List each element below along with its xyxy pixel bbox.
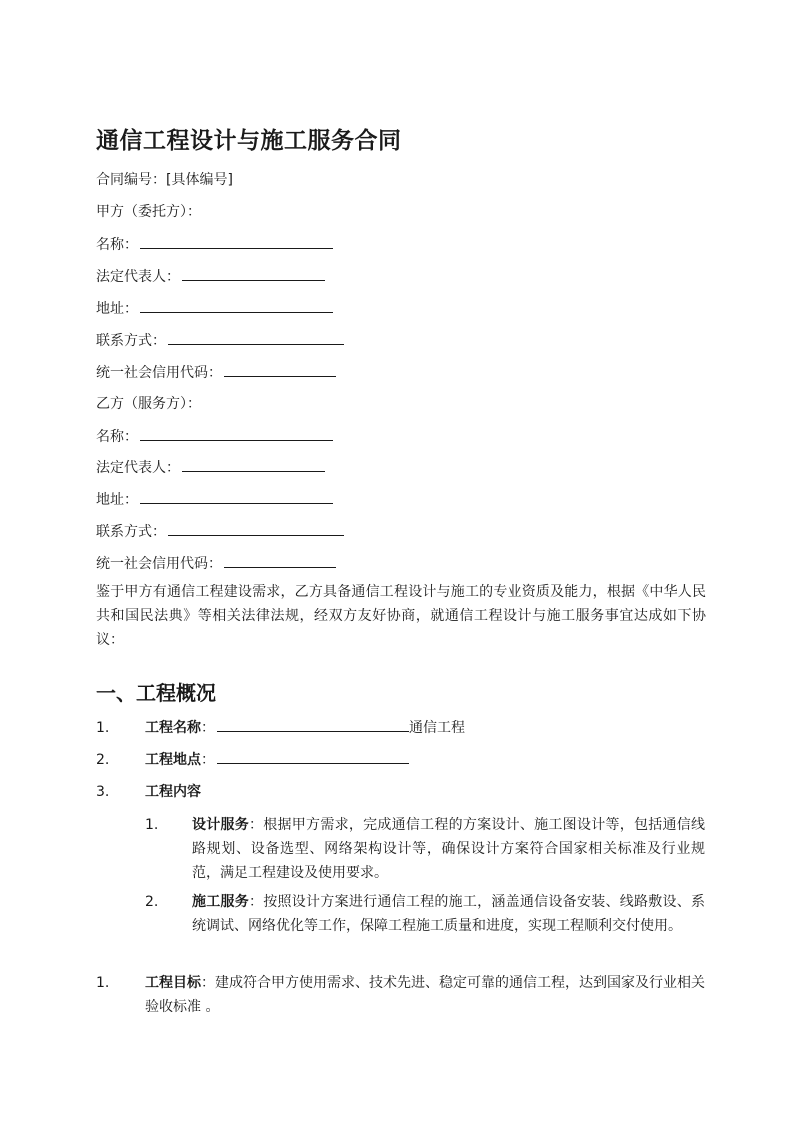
- party-b-contact-label: 联系方式：: [96, 524, 166, 540]
- construction-service-label: 施工服务: [192, 894, 250, 910]
- party-a-name-row: [96, 234, 333, 254]
- item-number: 1.: [96, 975, 110, 991]
- party-a-address-row: [96, 298, 333, 318]
- party-a-contact-blank[interactable]: [168, 330, 344, 345]
- project-name-colon: ：: [201, 720, 215, 736]
- contract-number-label: 合同编号：: [96, 172, 166, 188]
- party-b-name-label: 名称：: [96, 429, 138, 445]
- construction-service-text: ：按照设计方案进行通信工程的施工，涵盖通信设备安装、线路敷设、系统调试、网络优化等工作，保障工程施工质量和进度，实现工程顺利交付使用。: [192, 894, 706, 934]
- project-name-label: 工程名称: [145, 720, 201, 736]
- design-service-label: 设计服务: [192, 817, 250, 833]
- party-b-credit-blank[interactable]: [224, 553, 336, 568]
- party-b-rep-label: 法定代表人：: [96, 460, 180, 476]
- party-b-rep-row: [96, 457, 325, 477]
- contract-number: [96, 170, 233, 190]
- project-goal-label: 工程目标: [145, 975, 201, 991]
- project-location-blank[interactable]: [217, 749, 409, 764]
- party-a-rep-label: 法定代表人：: [96, 269, 180, 285]
- party-a-credit-row: [96, 362, 336, 382]
- party-b-heading: 乙方（服务方）：: [96, 396, 201, 412]
- subitem-number: 2.: [145, 894, 159, 910]
- party-b-address-blank[interactable]: [140, 489, 333, 504]
- design-service-paragraph: [192, 813, 705, 885]
- party-b-contact-row: [96, 521, 344, 541]
- party-a-contact-label: 联系方式：: [96, 333, 166, 349]
- project-name-suffix: 通信工程: [409, 720, 465, 736]
- item-number: 1.: [96, 720, 110, 736]
- party-a-name-label: 名称：: [96, 237, 138, 253]
- party-b-contact-blank[interactable]: [168, 521, 344, 536]
- preamble-paragraph: 鉴于甲方有通信工程建设需求，乙方具备通信工程设计与施工的专业资质及能力，根据《中华人民共和国民法典》等相关法律法规，经双方友好协商，就通信工程设计与施工服务事宜达成如下协议：: [96, 584, 706, 648]
- party-a-rep-row: [96, 266, 325, 286]
- project-goal-paragraph: [145, 971, 705, 1019]
- construction-service-paragraph: [192, 890, 705, 938]
- design-service-text: ：根据甲方需求，完成通信工程的方案设计、施工图设计等，包括通信线路规划、设备选型、网络架构设计等，确保设计方案符合国家相关标准及行业规范，满足工程建设及使用要求。: [192, 817, 706, 881]
- project-content-label: 工程内容: [145, 784, 201, 800]
- party-a-rep-blank[interactable]: [182, 266, 325, 281]
- document-title: 通信工程设计与施工服务合同: [96, 128, 402, 154]
- party-b-credit-label: 统一社会信用代码：: [96, 556, 222, 572]
- party-a-address-blank[interactable]: [140, 298, 333, 313]
- party-b-address-label: 地址：: [96, 492, 138, 508]
- party-b-address-row: [96, 489, 333, 509]
- item-number: 3.: [96, 784, 110, 800]
- party-b-credit-row: [96, 553, 336, 573]
- party-a-name-blank[interactable]: [140, 234, 333, 249]
- party-b-name-row: [96, 426, 333, 446]
- party-a-credit-blank[interactable]: [224, 362, 336, 377]
- party-a-address-label: 地址：: [96, 301, 138, 317]
- party-b-rep-blank[interactable]: [182, 457, 325, 472]
- party-a-heading: 甲方（委托方）：: [96, 204, 201, 220]
- party-b-name-blank[interactable]: [140, 426, 333, 441]
- project-name-blank[interactable]: [217, 717, 409, 732]
- section-heading-project-overview: 一、工程概况: [96, 681, 216, 705]
- project-location-row: [145, 748, 705, 772]
- project-location-label: 工程地点: [145, 752, 201, 768]
- party-a-credit-label: 统一社会信用代码：: [96, 365, 222, 381]
- party-a-contact-row: [96, 330, 344, 350]
- item-number: 2.: [96, 752, 110, 768]
- contract-number-value: [具体编号]: [166, 172, 233, 188]
- project-location-colon: ：: [201, 752, 215, 768]
- project-goal-text: ：建成符合甲方使用需求、技术先进、稳定可靠的通信工程，达到国家及行业相关验收标准 。: [145, 975, 705, 1015]
- project-name-row: [145, 716, 705, 740]
- subitem-number: 1.: [145, 817, 159, 833]
